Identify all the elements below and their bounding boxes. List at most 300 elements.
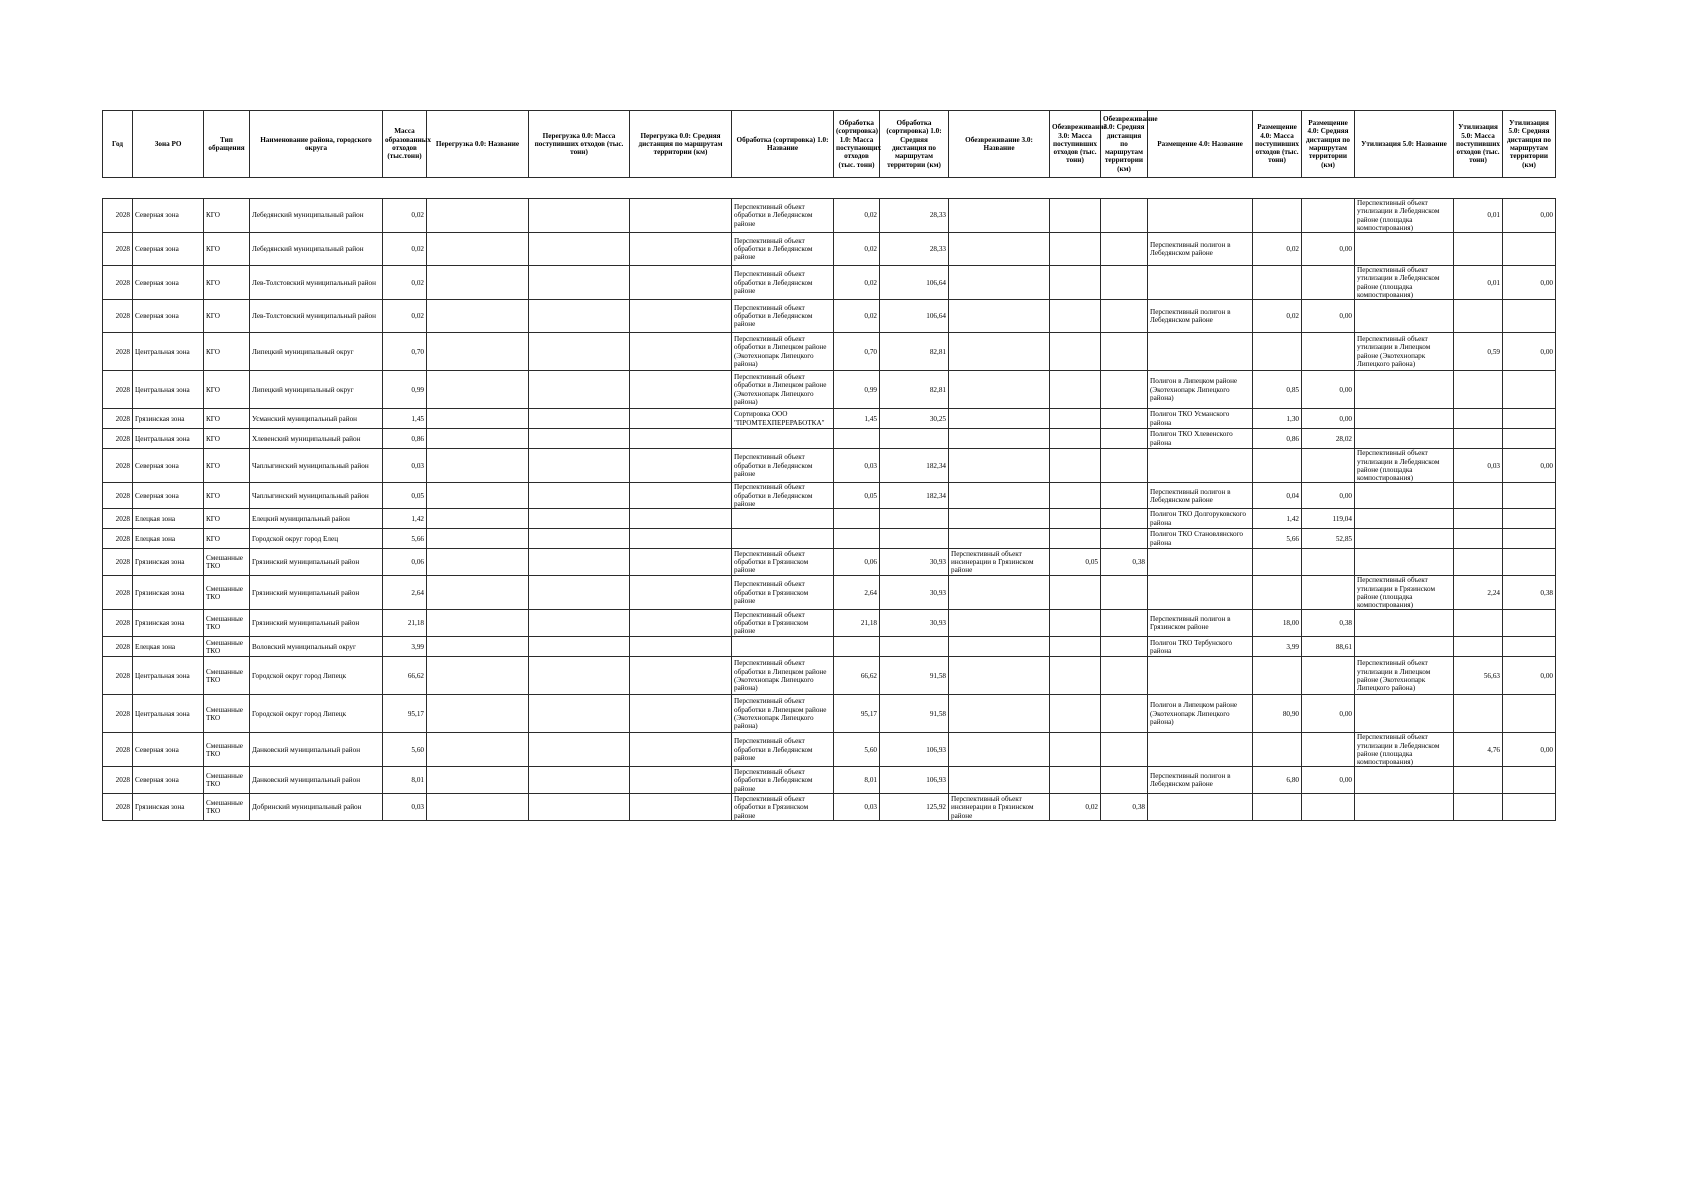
table-cell: 2028	[103, 529, 133, 549]
table-cell	[1302, 657, 1355, 695]
table-cell: Северная зона	[133, 199, 204, 233]
table-cell: 0,00	[1503, 449, 1556, 483]
table-cell: 82,81	[880, 333, 949, 371]
table-cell	[427, 371, 529, 409]
table-cell: Городской округ город Елец	[250, 529, 383, 549]
table-cell	[1355, 695, 1454, 733]
table-cell: 0,00	[1503, 266, 1556, 300]
table-cell: 2028	[103, 549, 133, 576]
table-cell	[1101, 576, 1148, 610]
table-cell	[1148, 266, 1253, 300]
table-cell	[1355, 610, 1454, 637]
table-row	[103, 233, 1556, 266]
table-cell: 0,38	[1503, 576, 1556, 610]
table-cell: Усманский муниципальный район	[250, 409, 383, 429]
table-cell: КГО	[204, 371, 250, 409]
table-cell	[529, 576, 630, 610]
table-cell	[1050, 509, 1101, 529]
table-cell	[1101, 610, 1148, 637]
table-cell: Лебедянский муниципальный район	[250, 199, 383, 233]
table-cell	[1454, 695, 1503, 733]
table-cell: 0,00	[1302, 409, 1355, 429]
table-cell: 1,45	[834, 409, 880, 429]
table-cell	[1302, 199, 1355, 233]
column-header: Размещение 4.0: Масса поступивших отходов (тыс. тонн)	[1253, 111, 1302, 178]
table-cell	[1454, 509, 1503, 529]
table-cell	[1101, 409, 1148, 429]
table-cell	[1148, 576, 1253, 610]
table-cell	[427, 509, 529, 529]
table-cell: 30,93	[880, 549, 949, 576]
table-cell: 5,66	[1253, 529, 1302, 549]
table-cell: 21,18	[383, 610, 427, 637]
table-cell	[1253, 333, 1302, 371]
table-cell: 2028	[103, 637, 133, 657]
table-cell	[1503, 509, 1556, 529]
table-cell: 0,04	[1253, 483, 1302, 509]
column-header: Утилизация 5.0: Средняя дистанция по маршрутам территории (км)	[1503, 111, 1556, 178]
table-row	[103, 266, 1556, 300]
table-cell: 0,03	[383, 794, 427, 821]
table-cell: 66,62	[383, 657, 427, 695]
table-cell: 2028	[103, 576, 133, 610]
table-cell: 5,60	[383, 733, 427, 767]
table-cell: Перспективный объект обработки в Лебедянском районе	[732, 300, 834, 333]
table-cell	[949, 199, 1050, 233]
table-cell: Лев-Толстовский муниципальный район	[250, 300, 383, 333]
table-row	[103, 695, 1556, 733]
table-cell	[630, 333, 732, 371]
table-cell	[529, 733, 630, 767]
table-cell: 0,02	[1253, 300, 1302, 333]
table-cell: Перспективный объект обработки в Лебедянском районе	[732, 266, 834, 300]
table-cell	[1454, 300, 1503, 333]
table-cell	[732, 429, 834, 449]
table-cell: 0,38	[1101, 794, 1148, 821]
table-cell	[949, 333, 1050, 371]
table-row	[103, 610, 1556, 637]
table-cell	[1503, 695, 1556, 733]
table-cell	[1503, 429, 1556, 449]
table-cell: 0,02	[383, 199, 427, 233]
table-cell	[949, 266, 1050, 300]
table-cell	[630, 657, 732, 695]
table-cell: 2028	[103, 483, 133, 509]
table-cell	[1454, 233, 1503, 266]
table-cell: 0,02	[1050, 794, 1101, 821]
table-cell: Перспективный объект обработки в Лебедянском районе	[732, 449, 834, 483]
table-cell: 0,06	[383, 549, 427, 576]
table-cell	[1253, 266, 1302, 300]
table-cell	[1050, 333, 1101, 371]
table-cell	[529, 199, 630, 233]
table-cell: Перспективный объект утилизации в Лебедянском районе (площадка компостирования)	[1355, 266, 1454, 300]
table-cell	[630, 695, 732, 733]
table-cell: 0,01	[1454, 266, 1503, 300]
table-cell: Перспективный полигон в Лебедянском районе	[1148, 483, 1253, 509]
table-cell	[427, 610, 529, 637]
table-cell	[834, 509, 880, 529]
table-cell: Перспективный объект обработки в Липецком районе (Экотехнопарк Липецкого района)	[732, 695, 834, 733]
table-cell: 0,01	[1454, 199, 1503, 233]
table-cell	[1355, 549, 1454, 576]
table-cell	[949, 371, 1050, 409]
table-cell: КГО	[204, 483, 250, 509]
table-cell	[427, 529, 529, 549]
table-cell: Грязинский муниципальный район	[250, 576, 383, 610]
table-cell	[949, 610, 1050, 637]
table-cell	[427, 576, 529, 610]
table-cell: Полигон ТКО Тербунского района	[1148, 637, 1253, 657]
table-cell	[1050, 429, 1101, 449]
table-cell: Перспективный объект обработки в Липецком районе (Экотехнопарк Липецкого района)	[732, 371, 834, 409]
table-cell	[630, 300, 732, 333]
table-cell: 2028	[103, 695, 133, 733]
table-cell: 0,02	[834, 199, 880, 233]
table-cell	[529, 371, 630, 409]
table-cell	[1302, 333, 1355, 371]
table-cell: 4,76	[1454, 733, 1503, 767]
table-cell: КГО	[204, 300, 250, 333]
table-cell	[1503, 409, 1556, 429]
table-cell: Перспективный объект обработки в Липецком районе (Экотехнопарк Липецкого района)	[732, 333, 834, 371]
table-cell	[949, 657, 1050, 695]
table-cell	[630, 610, 732, 637]
table-cell	[630, 637, 732, 657]
table-cell: КГО	[204, 449, 250, 483]
table-cell: Перспективный полигон в Лебедянском районе	[1148, 300, 1253, 333]
table-cell	[529, 610, 630, 637]
table-cell	[1101, 199, 1148, 233]
table-cell: 1,42	[1253, 509, 1302, 529]
table-cell	[1148, 549, 1253, 576]
table-cell: 82,81	[880, 371, 949, 409]
table-cell	[1503, 529, 1556, 549]
column-header: Обработка (сортировка) 1.0: Название	[732, 111, 834, 178]
table-cell	[427, 637, 529, 657]
table-cell: 5,60	[834, 733, 880, 767]
table-cell	[1503, 549, 1556, 576]
table-cell	[1253, 657, 1302, 695]
table-cell	[1503, 300, 1556, 333]
table-cell	[427, 657, 529, 695]
table-cell: 0,00	[1503, 199, 1556, 233]
table-cell	[949, 767, 1050, 794]
table-cell: 8,01	[834, 767, 880, 794]
table-cell: Грязинский муниципальный район	[250, 610, 383, 637]
table-cell: 0,05	[383, 483, 427, 509]
table-cell	[630, 199, 732, 233]
table-cell	[1503, 794, 1556, 821]
table-cell	[529, 549, 630, 576]
table-cell: 95,17	[834, 695, 880, 733]
table-cell	[1050, 657, 1101, 695]
table-cell	[529, 409, 630, 429]
column-header: Перегрузка 0.0: Масса поступивших отходов (тыс. тонн)	[529, 111, 630, 178]
table-cell: Елецкая зона	[133, 509, 204, 529]
table-cell	[630, 549, 732, 576]
table-cell: 0,02	[383, 300, 427, 333]
table-cell	[1050, 371, 1101, 409]
table-cell: Центральная зона	[133, 333, 204, 371]
table-cell	[1253, 199, 1302, 233]
table-cell: 106,93	[880, 733, 949, 767]
table-cell	[732, 509, 834, 529]
table-cell: 1,30	[1253, 409, 1302, 429]
table-cell: Перспективный объект утилизации в Липецком районе (Экотехнопарк Липецкого района)	[1355, 657, 1454, 695]
table-cell: 0,99	[834, 371, 880, 409]
table-cell: Перспективный объект обработки в Лебедянском районе	[732, 733, 834, 767]
table-cell: 2028	[103, 733, 133, 767]
table-cell	[1101, 300, 1148, 333]
table-cell	[1050, 733, 1101, 767]
table-cell: 0,02	[383, 233, 427, 266]
table-cell	[427, 199, 529, 233]
table-cell	[529, 695, 630, 733]
column-header: Год	[103, 111, 133, 178]
table-cell	[1503, 483, 1556, 509]
table-cell: 1,42	[383, 509, 427, 529]
column-header: Обезвреживание 3.0: Масса поступивших отходов (тыс. тонн)	[1050, 111, 1101, 178]
table-cell: Городской округ город Липецк	[250, 657, 383, 695]
table-cell: Северная зона	[133, 233, 204, 266]
table-cell	[630, 794, 732, 821]
table-cell: Полигон ТКО Усманского района	[1148, 409, 1253, 429]
table-row	[103, 199, 1556, 233]
table-cell	[427, 767, 529, 794]
column-header: Перегрузка 0.0: Средняя дистанция по маршрутам территории (км)	[630, 111, 732, 178]
table-cell: 0,38	[1101, 549, 1148, 576]
column-header: Обработка (сортировка) 1.0: Масса поступающих отходов (тыс. тонн)	[834, 111, 880, 178]
column-header: Наименование района, городского округа	[250, 111, 383, 178]
table-cell: 0,06	[834, 549, 880, 576]
table-row	[103, 300, 1556, 333]
table-cell: 2028	[103, 610, 133, 637]
table-cell: Смешанные ТКО	[204, 657, 250, 695]
table-cell	[1454, 529, 1503, 549]
table-cell: Сортировка ООО "ПРОМТЕХПЕРЕРАБОТКА"	[732, 409, 834, 429]
table-row	[103, 794, 1556, 821]
table-cell	[1148, 449, 1253, 483]
table-cell	[1355, 429, 1454, 449]
table-cell	[1101, 371, 1148, 409]
column-header: Масса образованных отходов (тыс.тонн)	[383, 111, 427, 178]
table-cell	[1050, 576, 1101, 610]
table-row	[103, 576, 1556, 610]
table-cell: Грязинская зона	[133, 794, 204, 821]
table-cell	[1050, 300, 1101, 333]
table-cell: Перспективный объект обработки в Лебедянском районе	[732, 199, 834, 233]
table-cell	[1050, 610, 1101, 637]
table-cell: 2028	[103, 371, 133, 409]
table-cell: Перспективный объект инсинерации в Грязинском районе	[949, 549, 1050, 576]
table-cell: Северная зона	[133, 300, 204, 333]
table-cell: 52,85	[1302, 529, 1355, 549]
table-cell	[529, 529, 630, 549]
table-cell: Северная зона	[133, 483, 204, 509]
table-cell	[1050, 637, 1101, 657]
table-cell	[529, 429, 630, 449]
table-cell: 95,17	[383, 695, 427, 733]
table-cell: 0,00	[1503, 333, 1556, 371]
table-cell: 2028	[103, 333, 133, 371]
table-cell	[427, 794, 529, 821]
table-cell	[1302, 266, 1355, 300]
table-cell: Добринский муниципальный район	[250, 794, 383, 821]
header-row	[103, 111, 1556, 178]
table-cell: Данковский муниципальный район	[250, 733, 383, 767]
table-row	[103, 509, 1556, 529]
table-cell	[949, 409, 1050, 429]
table-cell: Перспективный объект инсинерации в Грязинском районе	[949, 794, 1050, 821]
table-cell	[1101, 449, 1148, 483]
table-cell: Перспективный объект утилизации в Лебедянском районе (площадка компостирования)	[1355, 199, 1454, 233]
table-cell: 2028	[103, 429, 133, 449]
table-cell	[1253, 733, 1302, 767]
table-cell: Полигон в Липецком районе (Экотехнопарк Липецкого района)	[1148, 371, 1253, 409]
table-cell: 28,02	[1302, 429, 1355, 449]
table-cell: 0,99	[383, 371, 427, 409]
table-cell	[1355, 409, 1454, 429]
table-cell	[1050, 199, 1101, 233]
table-cell: 2028	[103, 199, 133, 233]
table-cell: 2028	[103, 266, 133, 300]
table-cell: Перспективный полигон в Грязинском районе	[1148, 610, 1253, 637]
table-cell	[630, 371, 732, 409]
table-cell	[427, 449, 529, 483]
table-cell	[1355, 371, 1454, 409]
table-cell	[630, 576, 732, 610]
table-cell: Данковский муниципальный район	[250, 767, 383, 794]
table-cell: Перспективный объект утилизации в Грязинском районе (площадка компостирования)	[1355, 576, 1454, 610]
table-cell: 0,05	[1050, 549, 1101, 576]
table-cell	[529, 767, 630, 794]
table-cell	[427, 733, 529, 767]
table-cell: Елецкий муниципальный район	[250, 509, 383, 529]
table-cell	[949, 637, 1050, 657]
table-cell	[1503, 637, 1556, 657]
table-cell: Северная зона	[133, 266, 204, 300]
table-cell: 106,64	[880, 266, 949, 300]
data-table	[102, 198, 1556, 821]
table-cell: Смешанные ТКО	[204, 794, 250, 821]
column-header: Утилизация 5.0: Название	[1355, 111, 1454, 178]
table-cell	[1148, 794, 1253, 821]
table-cell: 119,04	[1302, 509, 1355, 529]
table-cell: 125,92	[880, 794, 949, 821]
table-row	[103, 409, 1556, 429]
column-header: Размещение 4.0: Название	[1148, 111, 1253, 178]
column-header: Перегрузка 0.0: Название	[427, 111, 529, 178]
table-cell: 106,93	[880, 767, 949, 794]
table-cell: Перспективный объект утилизации в Лебедянском районе (площадка компостирования)	[1355, 449, 1454, 483]
table-cell: 18,00	[1253, 610, 1302, 637]
table-cell: Перспективный объект обработки в Лебедянском районе	[732, 233, 834, 266]
table-cell: 106,64	[880, 300, 949, 333]
table-cell: 6,80	[1253, 767, 1302, 794]
table-cell	[1050, 767, 1101, 794]
table-cell: 2028	[103, 767, 133, 794]
table-cell: Центральная зона	[133, 371, 204, 409]
table-cell: 0,03	[834, 449, 880, 483]
table-cell	[1101, 733, 1148, 767]
table-cell	[1355, 300, 1454, 333]
table-cell	[529, 509, 630, 529]
table-cell: КГО	[204, 429, 250, 449]
table-cell	[834, 529, 880, 549]
table-cell: Перспективный объект обработки в Грязинском районе	[732, 549, 834, 576]
table-cell	[630, 767, 732, 794]
table-cell: Чаплыгинский муниципальный район	[250, 449, 383, 483]
table-cell: Чаплыгинский муниципальный район	[250, 483, 383, 509]
table-cell: Лебедянский муниципальный район	[250, 233, 383, 266]
table-cell: 0,02	[383, 266, 427, 300]
table-cell: Смешанные ТКО	[204, 733, 250, 767]
table-cell	[1050, 529, 1101, 549]
table-cell: 3,99	[1253, 637, 1302, 657]
table-cell: Центральная зона	[133, 657, 204, 695]
table-cell	[1050, 233, 1101, 266]
table-cell	[949, 576, 1050, 610]
table-cell	[529, 637, 630, 657]
table-cell: Хлевенский муниципальный район	[250, 429, 383, 449]
table-cell: Северная зона	[133, 449, 204, 483]
table-cell	[1302, 733, 1355, 767]
table-cell	[949, 733, 1050, 767]
table-cell: КГО	[204, 199, 250, 233]
table-cell	[1503, 371, 1556, 409]
table-cell: 30,93	[880, 610, 949, 637]
table-cell	[630, 733, 732, 767]
table-cell	[1148, 333, 1253, 371]
table-cell	[1050, 483, 1101, 509]
table-cell: 2028	[103, 300, 133, 333]
table-cell: Липецкий муниципальный округ	[250, 371, 383, 409]
table-cell: КГО	[204, 509, 250, 529]
table-cell	[1302, 576, 1355, 610]
table-cell: Смешанные ТКО	[204, 610, 250, 637]
table-cell: 0,86	[1253, 429, 1302, 449]
table-cell	[1503, 610, 1556, 637]
table-cell	[1503, 767, 1556, 794]
table-cell: Полигон ТКО Становлянского района	[1148, 529, 1253, 549]
table-cell: 2028	[103, 509, 133, 529]
table-cell: 0,85	[1253, 371, 1302, 409]
table-cell	[529, 300, 630, 333]
table-cell	[427, 483, 529, 509]
table-cell	[1355, 637, 1454, 657]
table-cell: 182,34	[880, 483, 949, 509]
table-cell	[630, 233, 732, 266]
table-cell	[1355, 529, 1454, 549]
table-cell	[1101, 767, 1148, 794]
table-cell: Северная зона	[133, 733, 204, 767]
table-cell	[1355, 233, 1454, 266]
table-cell: Перспективный объект утилизации в Лебедянском районе (площадка компостирования)	[1355, 733, 1454, 767]
table-cell: 0,00	[1302, 300, 1355, 333]
table-cell	[1454, 549, 1503, 576]
table-cell	[1302, 794, 1355, 821]
table-cell: КГО	[204, 266, 250, 300]
table-cell	[732, 529, 834, 549]
table-cell: КГО	[204, 233, 250, 266]
table-cell: 0,00	[1503, 657, 1556, 695]
table-cell: 91,58	[880, 695, 949, 733]
table-cell: 3,99	[383, 637, 427, 657]
table-cell	[1101, 637, 1148, 657]
table-cell: Грязинская зона	[133, 409, 204, 429]
table-row	[103, 767, 1556, 794]
